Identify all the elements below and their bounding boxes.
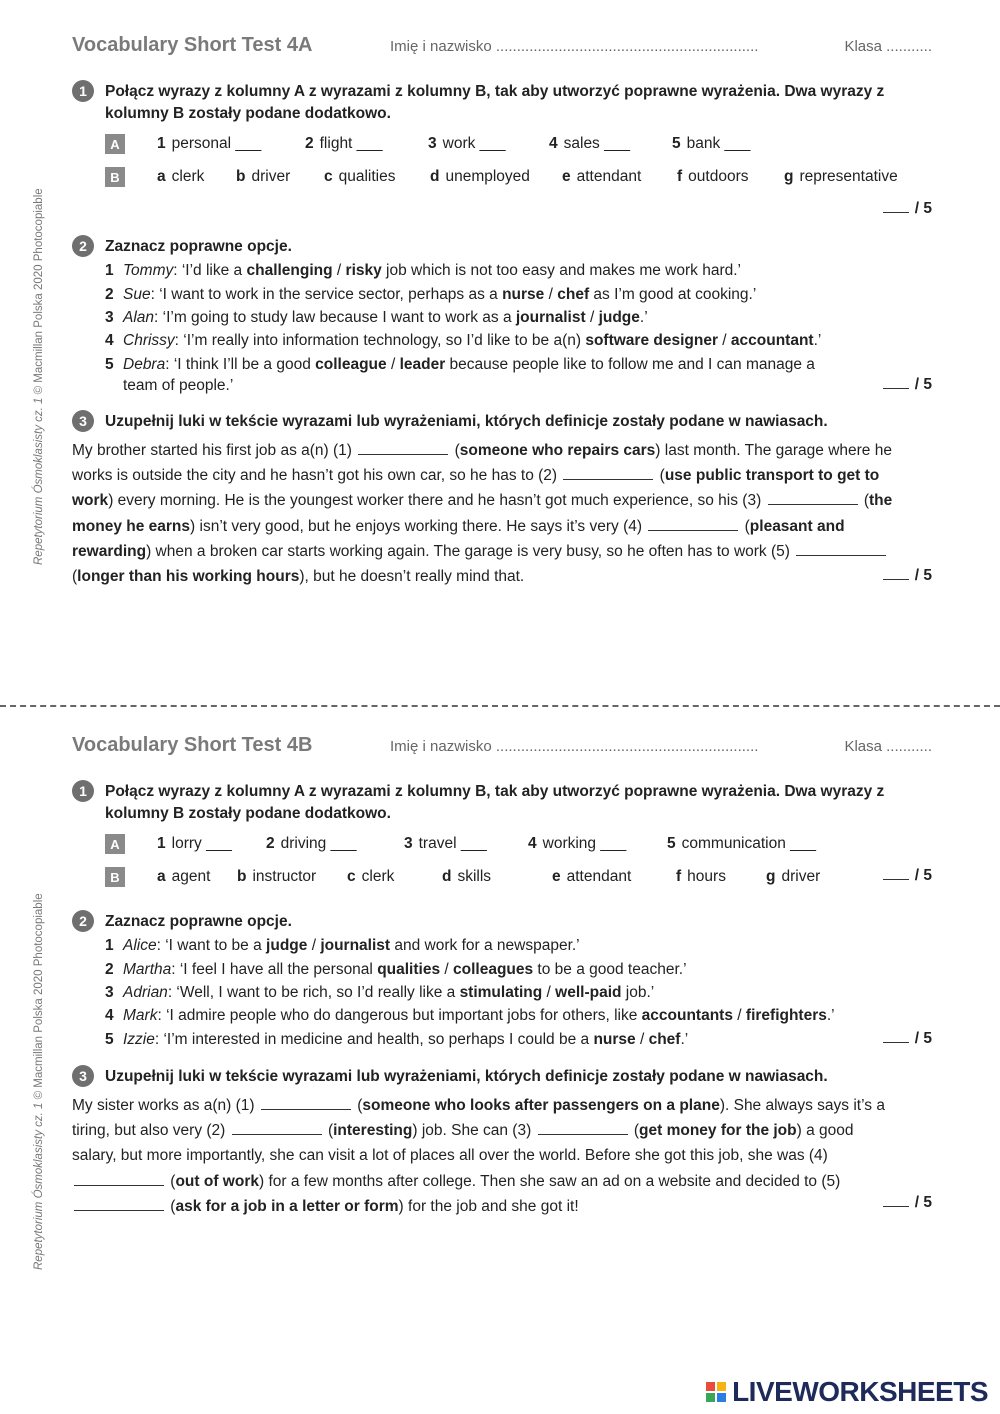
score-box [883,567,932,585]
score-blank[interactable] [883,200,909,213]
option-2[interactable]: colleagues [453,961,534,978]
sentence-item: 2 Martha: ‘I feel I have all the personal qualities / colleagues to be a good teacher.’ [105,961,687,978]
score-max: / 5 [914,1030,932,1047]
test-section-a [0,0,1000,700]
sentence-item: 1 Tommy: ‘I’d like a challenging / risky job which is not too easy and makes me work hard.’ [105,262,741,279]
column-a-item[interactable]: 1 lorry ___ [157,835,232,852]
exercise-instruction: Zaznacz poprawne opcje. [105,238,292,255]
gap-input[interactable] [563,465,653,480]
column-a-item[interactable]: 4 working ___ [528,835,627,852]
column-a-label: A [105,834,125,854]
copyright-normal: © Macmillan Polska 2020 Photocopiable [33,893,45,1103]
test-title: Vocabulary Short Test 4A [72,34,313,56]
exercise-instruction: Uzupełnij luki w tekście wyrazami lub wyrażeniami, których definicje zostały podane w nawiasach. [105,413,828,430]
option-1[interactable]: stimulating [459,984,543,1001]
exercise-number-icon: 3 [72,1065,94,1087]
gap-input[interactable] [74,1196,164,1211]
option-1[interactable]: nurse [593,1031,636,1048]
class-field[interactable]: Klasa ........... [844,38,932,55]
option-2[interactable]: journalist [320,937,391,954]
logo-squares-icon [706,1382,726,1402]
exercise-3 [72,1065,932,1225]
test-header [72,734,932,762]
score-blank[interactable] [883,1194,909,1207]
score-max: / 5 [914,867,932,884]
column-b-item: d skills [442,868,492,885]
sentence-item: 2 Sue: ‘I want to work in the service sector, perhaps as a nurse / chef as I’m good at cooking.’ [105,286,757,303]
name-field[interactable]: Imię i nazwisko ............................................................... [390,738,759,755]
copyright-normal: © Macmillan Polska 2020 Photocopiable [33,188,45,398]
copyright-italic: Repetytorium Ósmoklasisty cz. 1 [33,1102,45,1270]
option-2[interactable]: firefighters [745,1007,827,1024]
sentence-item: 1 Alice: ‘I want to be a judge / journalist and work for a newspaper.’ [105,937,580,954]
column-a-item[interactable]: 5 communication ___ [667,835,817,852]
test-section-b [0,720,1000,1360]
exercise-number-icon: 1 [72,780,94,802]
option-2[interactable]: well-paid [555,984,622,1001]
score-box [883,376,932,394]
column-b-item: a clerk [157,168,205,185]
column-a-row [105,834,905,856]
sentence-item: 3 Alan: ‘I’m going to study law because I want to work as a journalist / judge.’ [105,309,648,326]
column-a-item[interactable]: 2 driving ___ [266,835,357,852]
score-box [883,1030,932,1048]
score-max: / 5 [914,567,932,584]
score-max: / 5 [914,200,932,217]
name-field[interactable]: Imię i nazwisko ............................................................... [390,38,759,55]
option-1[interactable]: qualities [377,961,441,978]
gap-fill-text: My sister works as a(n) (1) (someone who looks after passengers on a plane). She always says it’s a tiring, but also very (2) (interesting) job. She can (3) (get money for the job) a good salary, but more importantly, she can visit a lot of places all over the world. Before she got this job, she was (4) (out of work) for a few months after college. Then she saw an ad on a website and decided to (5) (ask for a job in a letter or form) for the job and she got it! [72,1097,885,1215]
exercise-instruction: Uzupełnij luki w tekście wyrazami lub wyrażeniami, których definicje zostały podane w nawiasach. [105,1068,828,1085]
option-2[interactable]: risky [345,262,382,279]
option-2[interactable]: chef [648,1031,681,1048]
column-b-item: c clerk [347,868,395,885]
exercise-3 [72,410,932,590]
sentence-item: 4 Chrissy: ‘I’m really into information technology, so I’d like to be a(n) software designer / accountant.’ [105,332,822,349]
score-box [883,1194,932,1212]
column-b-item: f outdoors [677,168,749,185]
column-a-item[interactable]: 3 travel ___ [404,835,487,852]
score-blank[interactable] [883,376,909,389]
sentence-item: 5 Debra: ‘I think I’ll be a good colleague / leader because people like to follow me and I can manage a team of people.’ [105,356,815,394]
score-max: / 5 [914,1194,932,1211]
score-max: / 5 [914,376,932,393]
option-1[interactable]: challenging [246,262,333,279]
column-b-label: B [105,867,125,887]
column-a-item[interactable]: 4 sales ___ [549,135,630,152]
column-b-item: b driver [236,168,291,185]
column-b-item: d unemployed [430,168,530,185]
exercise-number-icon: 2 [72,910,94,932]
column-b-item: e attendant [552,868,632,885]
gap-input[interactable] [261,1095,351,1110]
exercise-number-icon: 2 [72,235,94,257]
option-2[interactable]: accountant [730,332,814,349]
logo-square [706,1393,715,1402]
gap-input[interactable] [648,516,738,531]
option-1[interactable]: journalist [515,309,586,326]
sentence-item: 3 Adrian: ‘Well, I want to be rich, so I’d really like a stimulating / well-paid job.’ [105,984,655,1001]
class-field[interactable]: Klasa ........... [844,738,932,755]
score-blank[interactable] [883,567,909,580]
exercise-number-icon: 1 [72,80,94,102]
copyright-note [33,188,45,565]
column-b-item: c qualities [324,168,396,185]
gap-input[interactable] [358,440,448,455]
column-a-row [105,134,932,156]
option-1[interactable]: nurse [502,286,545,303]
logo-text: LIVEWORKSHEETS [732,1376,988,1407]
gap-input[interactable] [796,541,886,556]
liveworksheets-logo [706,1376,988,1408]
logo-square [706,1382,715,1391]
exercise-number-icon: 3 [72,410,94,432]
test-title: Vocabulary Short Test 4B [72,734,313,756]
logo-square [717,1393,726,1402]
logo-square [717,1382,726,1391]
cut-line-divider [0,705,1000,707]
column-b-item: g representative [784,168,898,185]
score-box [883,200,932,218]
column-b-item: b instructor [237,868,317,885]
score-box [883,867,932,885]
exercise-1 [72,80,932,225]
score-blank[interactable] [883,867,909,880]
gap-fill-text: My brother started his first job as a(n) (1) (someone who repairs cars) last month. The garage where he works is outside the city and he hasn’t got his own car, so he has to (2) (use public transport to get to work) every morning. He is the youngest worker there and he hasn’t got much experience, so his (3) (the money he earns) isn’t very good, but he enjoys working there. He says it’s very (4) (pleasant and rewarding) when a broken car starts working again. The garage is very busy, so he often has to work (5) (longer than his working hours), but he doesn’t really mind that. [72,442,893,586]
gap-input[interactable] [538,1120,628,1135]
exercise-1 [72,780,932,900]
gap-input[interactable] [74,1171,164,1186]
option-1[interactable]: accountants [641,1007,733,1024]
column-b-item: a agent [157,868,211,885]
column-a-item[interactable]: 1 personal ___ [157,135,262,152]
sentence-item: 4 Mark: ‘I admire people who do dangerous but important jobs for others, like accountants / firefighters.’ [105,1007,835,1024]
column-a-label: A [105,134,125,154]
option-1[interactable]: colleague [315,356,387,373]
exercise-instruction: Połącz wyrazy z kolumny A z wyrazami z kolumny B, tak aby utworzyć poprawne wyrażenia. Dwa wyrazy z kolumny B zostały podane dodatkowo. [105,83,885,122]
column-b-row [105,867,905,889]
copyright-italic: Repetytorium Ósmoklasisty cz. 1 [33,397,45,565]
option-2[interactable]: chef [557,286,590,303]
exercise-2 [72,235,932,400]
column-b-item: g driver [766,868,821,885]
column-b-row [105,167,932,189]
column-a-item[interactable]: 3 work ___ [428,135,506,152]
sentence-item: 5 Izzie: ‘I’m interested in medicine and health, so perhaps I could be a nurse / chef.’ [105,1031,689,1048]
column-b-label: B [105,167,125,187]
option-1[interactable]: judge [266,937,308,954]
option-2[interactable]: judge [598,309,640,326]
copyright-note [33,893,45,1270]
exercise-instruction: Połącz wyrazy z kolumny A z wyrazami z kolumny B, tak aby utworzyć poprawne wyrażenia. Dwa wyrazy z kolumny B zostały podane dodatkowo. [105,783,885,822]
test-header [72,34,932,62]
column-a-item[interactable]: 5 bank ___ [672,135,751,152]
exercise-2 [72,910,932,1050]
column-b-item: f hours [676,868,726,885]
option-2[interactable]: leader [399,356,446,373]
column-b-item: e attendant [562,168,642,185]
gap-input[interactable] [232,1120,322,1135]
exercise-instruction: Zaznacz poprawne opcje. [105,913,292,930]
column-a-item[interactable]: 2 flight ___ [305,135,383,152]
gap-input[interactable] [768,490,858,505]
score-blank[interactable] [883,1030,909,1043]
option-1[interactable]: software designer [585,332,718,349]
